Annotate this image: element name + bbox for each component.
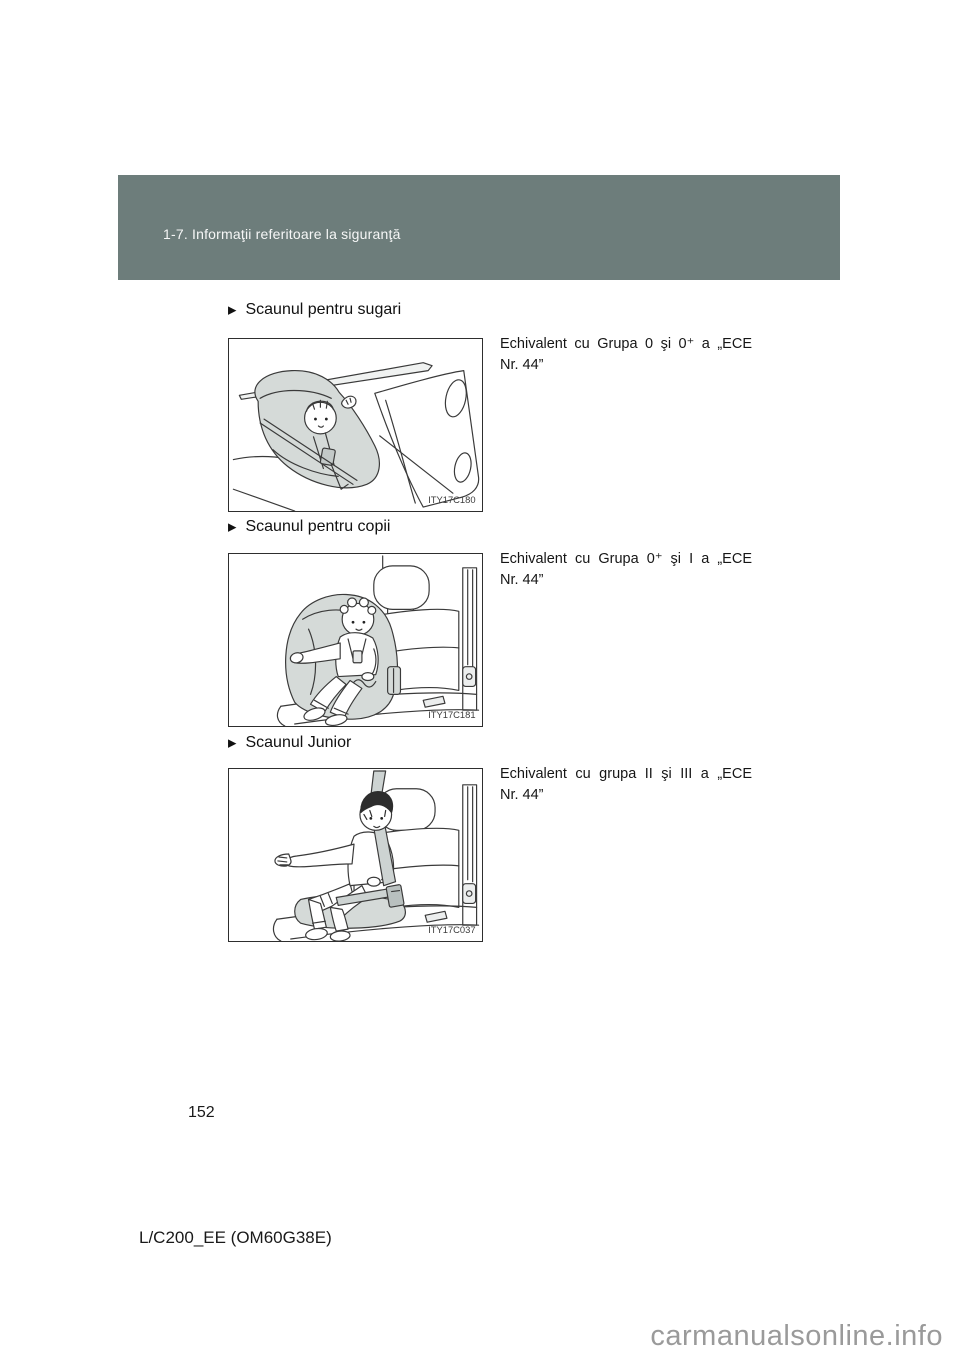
illustration-code-label: ITY17C181 (428, 709, 476, 721)
caption-line: Echivalent cu grupa II şi III a „ECE (500, 766, 752, 782)
triangle-marker-icon: ▶ (228, 521, 237, 533)
caption-line: Nr. 44” (500, 787, 544, 803)
triangle-marker-icon: ▶ (228, 737, 237, 749)
manual-code: L/C200_EE (OM60G38E) (139, 1228, 332, 1247)
caption-line: Nr. 44” (500, 572, 544, 588)
caption-junior-seat (500, 764, 752, 806)
infant-seat-illustration (228, 338, 483, 512)
caption-line: Echivalent cu Grupa 0⁺ şi I a „ECE (500, 551, 752, 567)
section-title-junior-seat (228, 734, 351, 752)
page-number: 152 (188, 1104, 215, 1121)
section-title-text: Scaunul Junior (245, 734, 352, 751)
triangle-marker-icon: ▶ (228, 304, 237, 316)
caption-child-seat (500, 549, 752, 591)
section-title-child-seat (228, 518, 390, 536)
watermark: carmanualsonline.info (650, 1320, 943, 1352)
child-seat-drawing (229, 554, 482, 726)
junior-seat-drawing (229, 769, 482, 941)
header-band (118, 175, 840, 280)
caption-line: Echivalent cu Grupa 0 şi 0⁺ a „ECE (500, 336, 752, 352)
illustration-code-label: ITY17C037 (428, 924, 476, 936)
section-title-text: Scaunul pentru copii (245, 518, 391, 535)
child-seat-illustration (228, 553, 483, 727)
caption-line: Nr. 44” (500, 357, 544, 373)
section-title-text: Scaunul pentru sugari (245, 301, 402, 318)
illustration-code-label: ITY17C180 (428, 494, 476, 506)
breadcrumb: 1-7. Informaţii referitoare la siguranţă (163, 226, 401, 242)
caption-infant-seat (500, 334, 752, 376)
infant-seat-drawing (229, 339, 482, 511)
section-title-infant-seat (228, 301, 401, 319)
junior-seat-illustration (228, 768, 483, 942)
